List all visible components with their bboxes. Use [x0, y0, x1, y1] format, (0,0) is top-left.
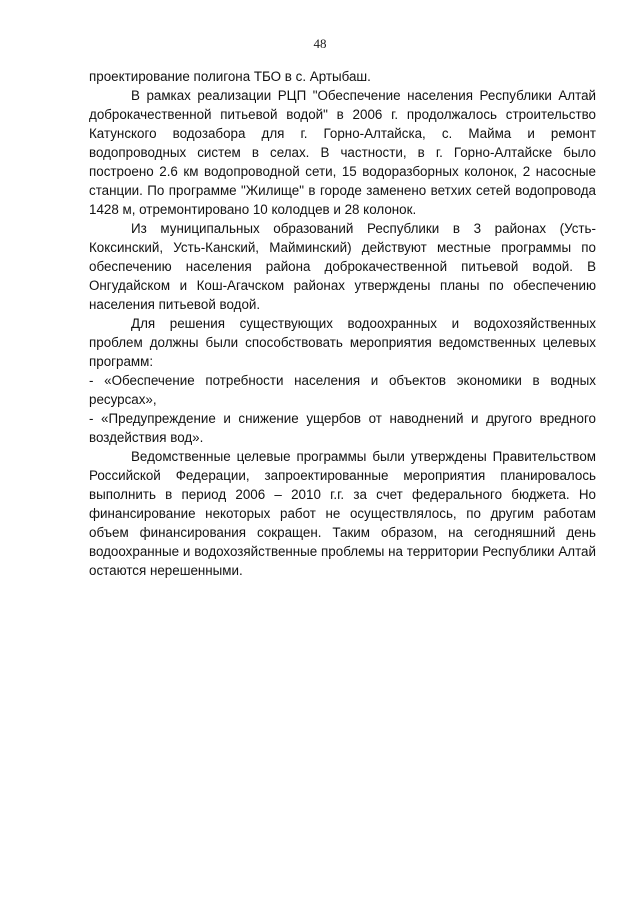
- paragraph-water-program: В рамках реализации РЦП "Обеспечение населения Республики Алтай доброкачественной питьевой водой" в 2006 г. продолжалось строительство Катунского водозабора для г. Горно-Алтайска, с. Майма и ремонт водопроводных систем в селах. В частности, в г. Горно-Алтайске было построено 2.6 км водопроводной сети, 15 водоразборных колонок, 2 насосные станции. По программе "Жилище" в городе заменено ветхих сетей водопровода 1428 м, отремонтировано 10 колодцев и 28 колонок.: [89, 88, 596, 217]
- paragraph-municipal-programs: Из муниципальных образований Республики в 3 районах (Усть-Коксинский, Усть-Канский, Майминский) действуют местные программы по обеспечению населения района доброкачественной питьевой водой. В Онгудайском и Кош-Агачском районах утверждены планы по обеспечению населения питьевой водой.: [89, 221, 596, 312]
- list-item-water-resources: - «Обеспечение потребности населения и объектов экономики в водных ресурсах»,: [89, 373, 596, 407]
- list-item-flood-prevention: - «Предупреждение и снижение ущербов от наводнений и другого вредного воздействия вод».: [89, 411, 596, 445]
- page-number: 48: [313, 36, 327, 51]
- paragraph-conclusion: Ведомственные целевые программы были утверждены Правительством Российской Федерации, запроектированные мероприятия планировалось выполнить в период 2006 – 2010 г.г. за счет федерального бюджета. Но финансирование некоторых работ не осуществлялось, по другим работам объем финансирования сокращен. Таким образом, на сегодняшний день водоохранные и водохозяйственные проблемы на территории Республики Алтай остаются нерешенными.: [89, 449, 596, 578]
- paragraph-target-programs-intro: Для решения существующих водоохранных и водохозяйственных проблем должны были способствовать мероприятия ведомственных целевых программ:: [89, 316, 596, 369]
- document-body: [89, 67, 596, 580]
- paragraph-continuation: проектирование полигона ТБО в с. Артыбаш.: [89, 69, 371, 84]
